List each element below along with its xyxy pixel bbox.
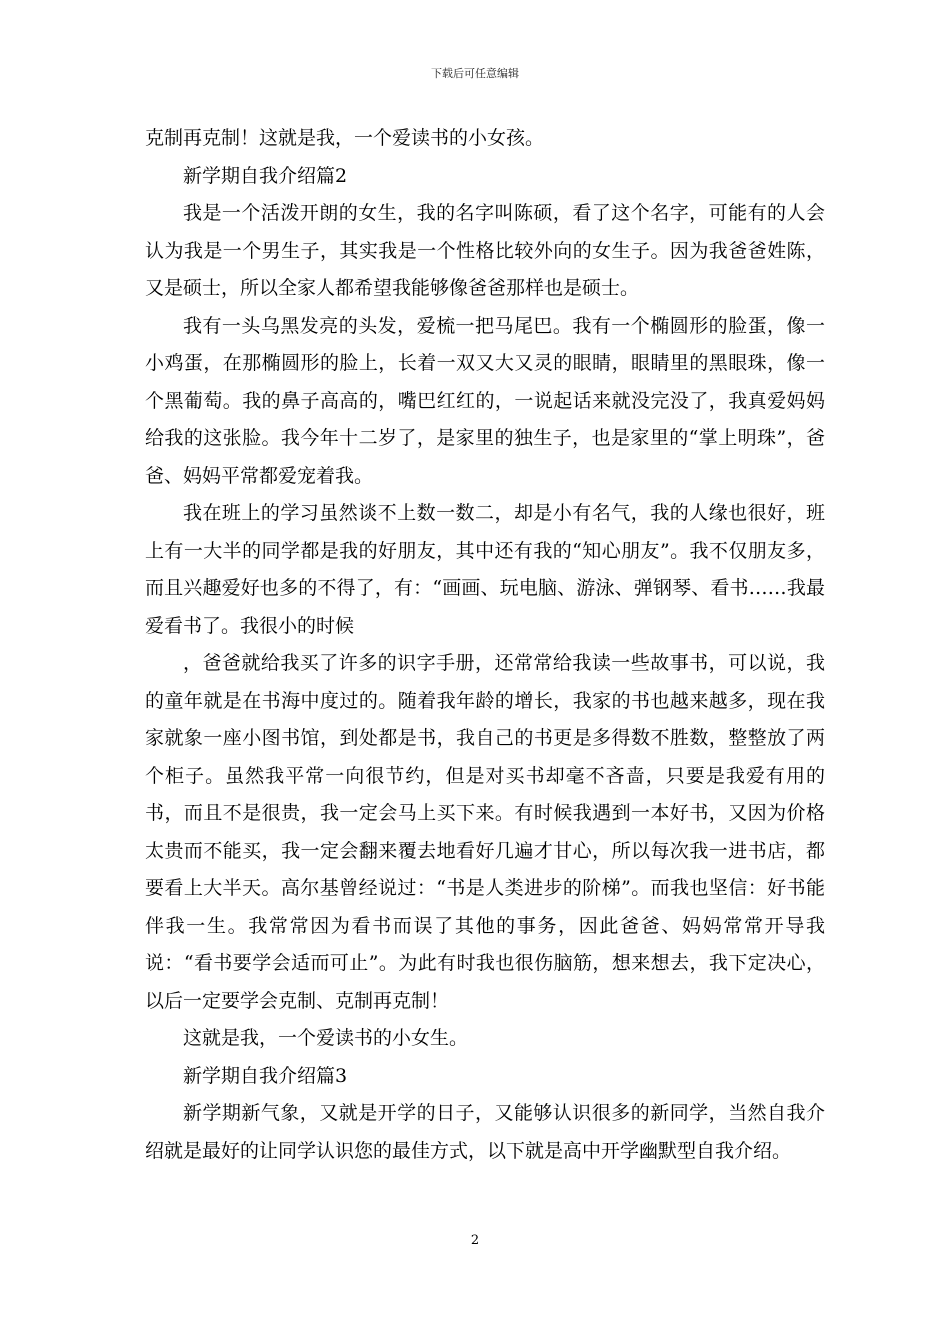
paragraph-closing: 这就是我，一个爱读书的小女生。	[183, 1027, 469, 1049]
paragraph-continuation: 克制再克制！这就是我，一个爱读书的小女孩。	[145, 127, 545, 149]
paragraph-intro: 我是一个活泼开朗的女生，我的名字叫陈硕，看了这个名字，可能有的人会认为我是一个男生子，其实我是一个性格比较外向的女生子。因为我爸爸姓陈，又是硕士，所以全家人都希望我能够像爸爸那样也是硕士。	[145, 202, 825, 299]
paragraph-hobbies: 我在班上的学习虽然谈不上数一数二，却是小有名气，我的人缘也很好，班上有一大半的同学都是我的好朋友，其中还有我的“知心朋友”。我不仅朋友多，而且兴趣爱好也多的不得了，有：“画画、玩电脑、游泳、弹钢琴、看书……我最爱看书了。我很小的时候	[145, 502, 825, 637]
section-heading-2: 新学期自我介绍篇2	[183, 164, 348, 187]
page-header: 下载后可任意编辑	[431, 67, 519, 80]
paragraph-appearance: 我有一头乌黑发亮的头发，爱梳一把马尾巴。我有一个椭圆形的脸蛋，像一小鸡蛋，在那椭圆形的脸上，长着一双又大又灵的眼睛，眼睛里的黑眼珠，像一个黑葡萄。我的鼻子高高的，嘴巴红红的，一说起话来就没完没了，我真爱妈妈给我的这张脸。我今年十二岁了，是家里的独生子，也是家里的“掌上明珠”，爸爸、妈妈平常都爱宠着我。	[145, 314, 825, 487]
document-body	[145, 120, 825, 1170]
paragraph-reading: ，爸爸就给我买了许多的识字手册，还常常给我读一些故事书，可以说，我的童年就是在书海中度过的。随着我年龄的增长，我家的书也越来越多，现在我家就象一座小图书馆，到处都是书，我自己的书更是多得数不胜数，整整放了两个柜子。虽然我平常一向很节约，但是对买书却毫不吝啬，只要是我爱有用的书，而且不是很贵，我一定会马上买下来。有时候我遇到一本好书，又因为价格太贵而不能买，我一定会翻来覆去地看好几遍才甘心，所以每次我一进书店，都要看上大半天。高尔基曾经说过：“书是人类进步的阶梯”。而我也坚信：好书能伴我一生。我常常因为看书而误了其他的事务，因此爸爸、妈妈常常开导我说：“看书要学会适而可止”。为此有时我也很伤脑筋，想来想去，我下定决心，以后一定要学会克制、克制再克制！	[145, 652, 825, 1012]
paragraph-section3-intro: 新学期新气象，又就是开学的日子，又能够认识很多的新同学，当然自我介绍就是最好的让同学认识您的最佳方式，以下就是高中开学幽默型自我介绍。	[145, 1102, 825, 1162]
page-number: 2	[470, 1233, 480, 1248]
section-heading-3: 新学期自我介绍篇3	[183, 1064, 348, 1087]
